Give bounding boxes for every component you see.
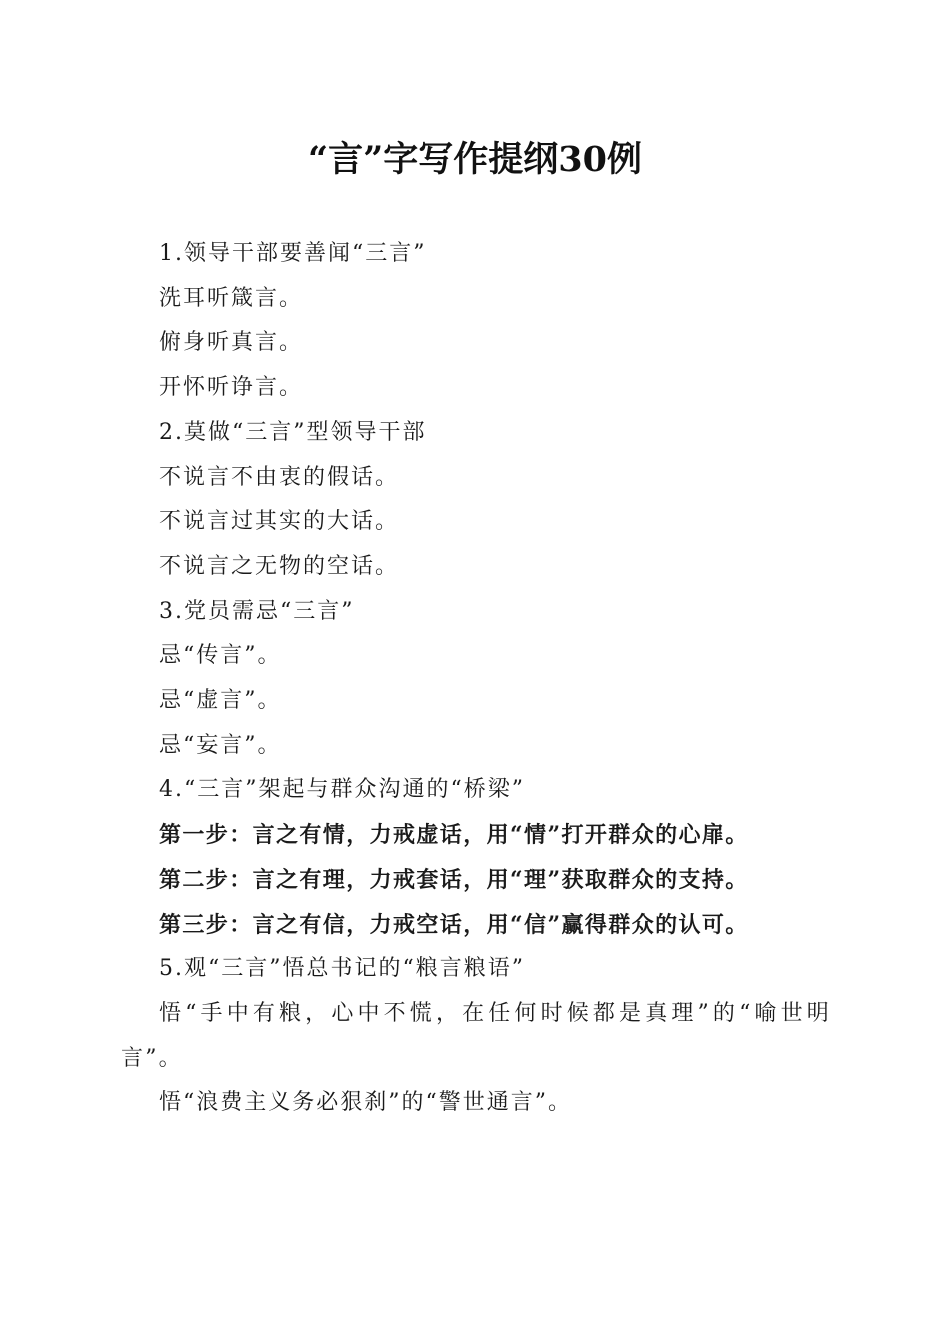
document-title: “言”字写作提纲30例 bbox=[308, 139, 642, 180]
paragraph-line: 不说言之无物的空话。 bbox=[159, 553, 400, 579]
paragraph-line-step: 第二步：言之有理，力戒套话，用“理”获取群众的支持。 bbox=[159, 866, 749, 893]
paragraph-line: 不说言过其实的大话。 bbox=[159, 509, 400, 535]
paragraph-line: 忌“妄言”。 bbox=[159, 732, 282, 758]
section-heading-5: 5.观“三言”悟总书记的“粮言粮语” bbox=[159, 956, 525, 982]
paragraph-line: 俯身听真言。 bbox=[159, 330, 304, 356]
section-heading-1: 1.领导干部要善闻“三言” bbox=[159, 241, 427, 266]
paragraph-line: 悟“手中有粮，心中不慌，在任何时候都是真理”的“喻世明言”。 bbox=[121, 1000, 831, 1071]
document-body bbox=[121, 232, 831, 1126]
paragraph-line: 洗耳听箴言。 bbox=[159, 285, 304, 311]
paragraph-line: 忌“传言”。 bbox=[159, 643, 282, 669]
paragraph-line-step: 第三步：言之有信，力戒空话，用“信”赢得群众的认可。 bbox=[159, 911, 749, 938]
section-heading-4: 4.“三言”架起与群众沟通的“桥梁” bbox=[159, 777, 525, 803]
paragraph-line: 悟“浪费主义务必狠刹”的“警世通言”。 bbox=[159, 1090, 572, 1116]
section-heading-2: 2.莫做“三言”型领导干部 bbox=[159, 419, 427, 445]
section-heading-3: 3.党员需忌“三言” bbox=[159, 598, 355, 624]
paragraph-line: 不说言不由衷的假话。 bbox=[159, 464, 400, 490]
paragraph-line: 开怀听诤言。 bbox=[159, 375, 304, 401]
paragraph-line: 忌“虚言”。 bbox=[159, 688, 282, 714]
paragraph-line-step: 第一步：言之有情，力戒虚话，用“情”打开群众的心扉。 bbox=[159, 822, 749, 849]
